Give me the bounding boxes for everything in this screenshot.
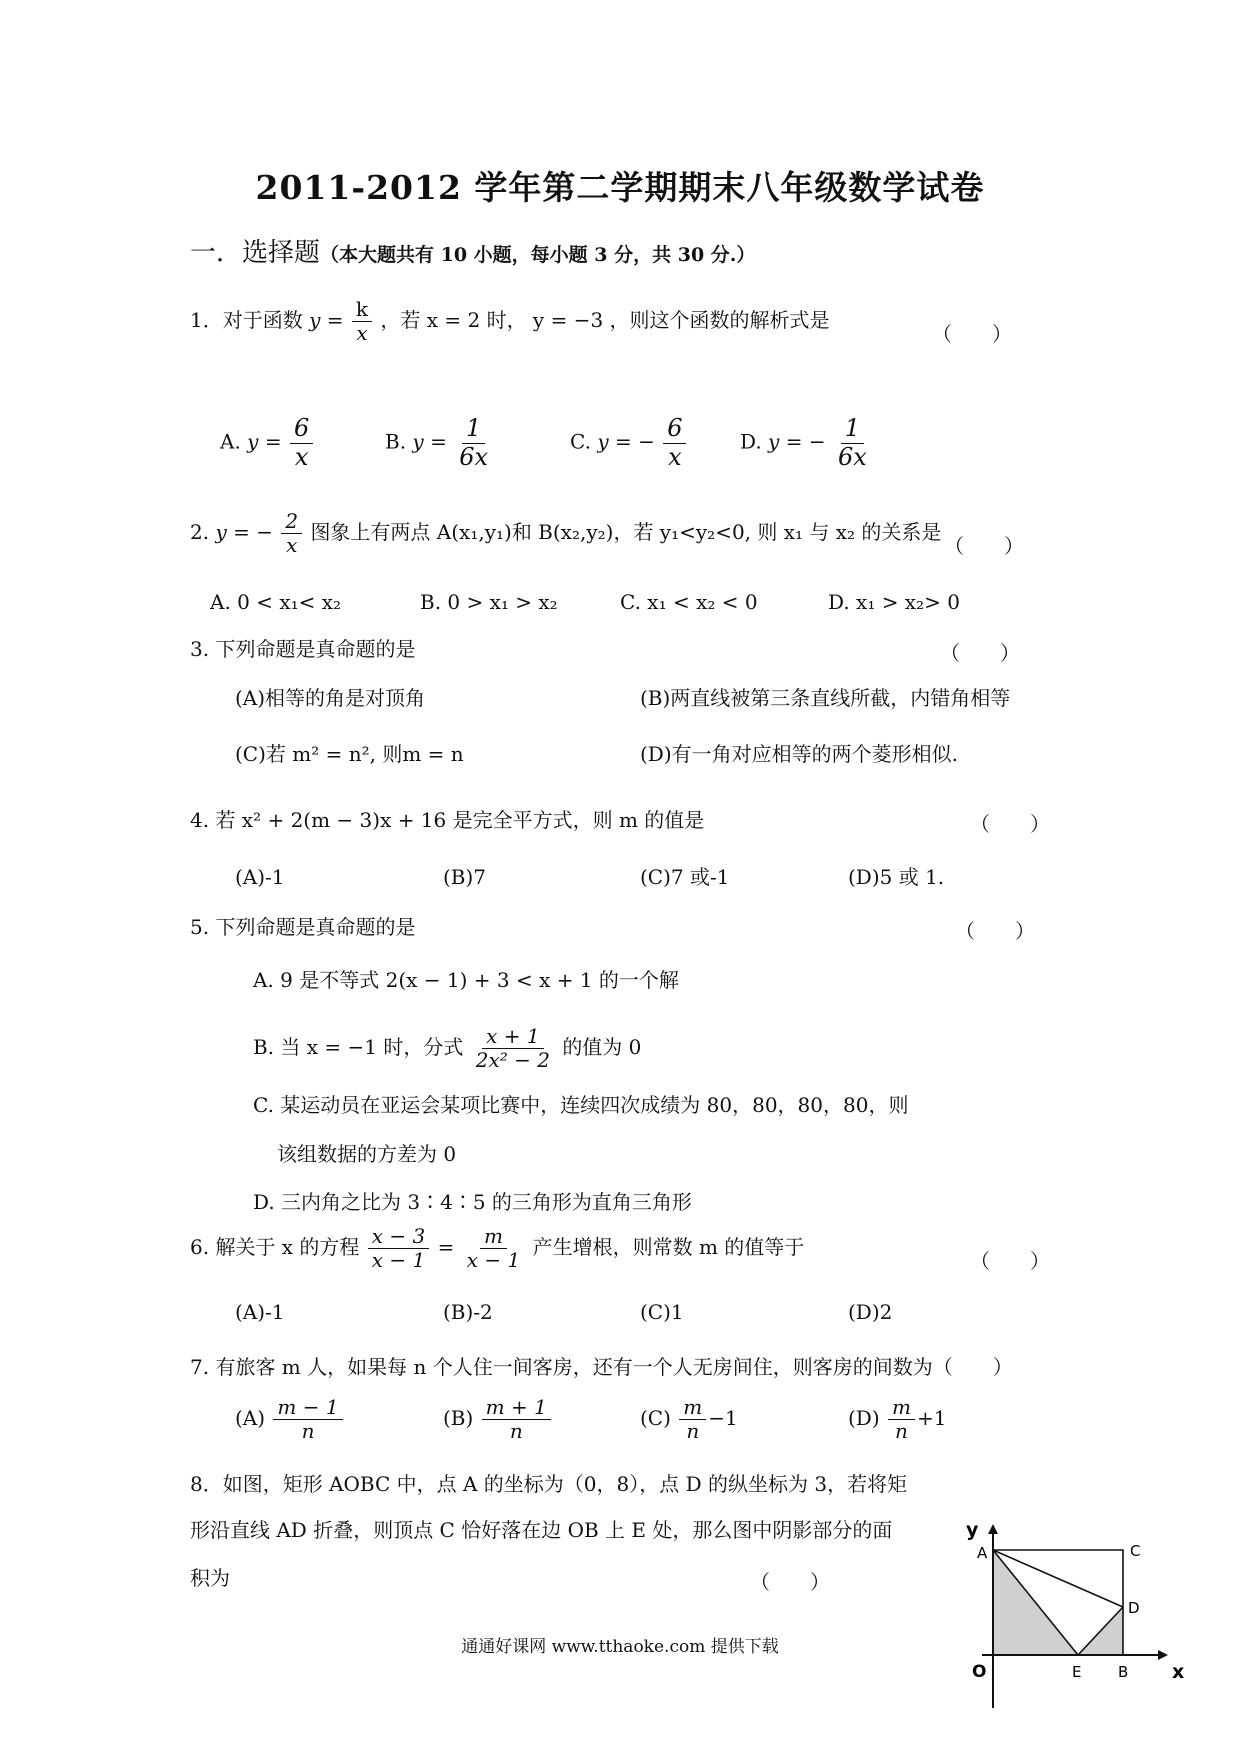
q4-option-d: (D)5 或 1.: [848, 865, 945, 889]
question-7: 7. 有旅客 m 人，如果每 n 个人住一间客房，还有一个人无房间住，则客房的间数为（ ）: [190, 1355, 1013, 1379]
q7-option-d: (D) $\frac{m}{n}$ +1: [848, 1395, 947, 1443]
question-8-line2: 形沿直线 AD 折叠，则顶点 C 恰好落在边 OB 上 E 处，那么图中阴影部分的面: [190, 1518, 893, 1542]
q3-answer-paren: （ ）: [940, 641, 1020, 665]
footer-credit: 通通好课网 www.tthaoke.com 提供下载: [461, 1637, 779, 1657]
q5-option-c-line2: 该组数据的方差为 0: [277, 1142, 457, 1166]
q1-option-c: C. y = − $\frac{6}{x}$: [570, 415, 688, 471]
y-axis-arrow: [988, 1524, 998, 1534]
label-b: B: [1118, 1663, 1129, 1681]
q6-option-c: (C)1: [640, 1300, 684, 1324]
q1-text: ，若 x = 2 时， y = −3 ，则这个函数的解析式是: [380, 308, 830, 332]
q1-option-d: D. y = − $\frac{1}{6x}$: [740, 414, 867, 471]
question-4: 4. 若 x² + 2(m − 3)x + 16 是完全平方式，则 m 的值是: [190, 808, 705, 832]
q3-option-b: (B)两直线被第三条直线所截，内错角相等: [640, 686, 1011, 710]
q2-option-d: D. x₁ > x₂> 0: [828, 590, 960, 614]
q4-answer-paren: （ ）: [970, 812, 1050, 836]
rectangle-fold-figure: [960, 1522, 1210, 1712]
question-8-line1: 8．如图，矩形 AOBC 中，点 A 的坐标为（0，8），点 D 的纵坐标为 3，若将矩: [190, 1472, 908, 1496]
page-title: 2011-2012 学年第二学期期末八年级数学试卷: [255, 168, 985, 207]
section-note: （本大题共有 10 小题，每小题 3 分，共 30 分.）: [320, 244, 756, 266]
q7-option-a: (A) $\frac{m - 1}{n}$: [235, 1396, 345, 1443]
q1-prefix: 1．对于函数: [190, 308, 303, 332]
q7-option-c: (C) $\frac{m}{n}$ −1: [640, 1395, 738, 1443]
question-6: 6. 解关于 x 的方程 $\frac{x - 3}{x - 1}$ = $\frac{m}{x - 1}$ 产生增根，则常数 m 的值等于: [190, 1224, 805, 1272]
q4-option-a: (A)-1: [235, 865, 285, 889]
section-heading: [190, 232, 755, 269]
q6-option-d: (D)2: [848, 1300, 893, 1324]
q3-option-c: (C)若 m² = n², 则m = n: [235, 742, 464, 766]
q5-answer-paren: （ ）: [955, 919, 1035, 943]
label-y: y: [966, 1522, 979, 1541]
q1-option-a: A. y = $\frac{6}{x}$: [220, 415, 315, 471]
question-5: 5. 下列命题是真命题的是: [190, 915, 416, 939]
q5-option-a: A. 9 是不等式 2(x − 1) + 3 < x + 1 的一个解: [253, 968, 679, 992]
label-e: E: [1072, 1663, 1082, 1681]
label-o: O: [972, 1662, 987, 1682]
question-8-line3: 积为: [190, 1566, 230, 1590]
q6-option-a: (A)-1: [235, 1300, 285, 1324]
label-x: x: [1172, 1661, 1185, 1683]
label-d: D: [1128, 1599, 1140, 1617]
q2-option-b: B. 0 > x₁ > x₂: [420, 590, 558, 614]
q5-option-d: D. 三内角之比为 3∶4∶5 的三角形为直角三角形: [253, 1190, 692, 1214]
q7-option-b: (B) $\frac{m + 1}{n}$: [443, 1396, 553, 1443]
q1-option-b: B. y = $\frac{1}{6x}$: [385, 414, 489, 471]
q6-option-b: (B)-2: [443, 1300, 493, 1324]
q4-option-b: (B)7: [443, 865, 487, 889]
q5-option-c-line1: C. 某运动员在亚运会某项比赛中，连续四次成绩为 80，80，80，80，则: [253, 1093, 909, 1117]
q8-answer-paren: （ ）: [750, 1570, 830, 1594]
label-a: A: [977, 1544, 988, 1562]
question-3: 3. 下列命题是真命题的是: [190, 637, 416, 661]
question-1: 1．对于函数 y = $\frac{k}{x}$ ，若 x = 2 时， y = −3 ，则这个函数的解析式是: [190, 297, 830, 345]
q1-fraction: $\frac{k}{x}$: [352, 298, 372, 345]
q5-option-b: B. 当 x = −1 时，分式 $\frac{x + 1}{\text{2x² − 2}}$ 的值为 0: [253, 1024, 642, 1072]
q2-option-c: C. x₁ < x₂ < 0: [620, 590, 758, 614]
q3-option-a: (A)相等的角是对顶角: [235, 686, 426, 710]
q2-text: 图象上有两点 A(x₁,y₁)和 B(x₂,y₂)，若 y₁<y₂<0, 则 x₁ 与 x₂ 的关系是: [310, 520, 942, 544]
q2-answer-paren: （ ）: [944, 534, 1024, 558]
q4-option-c: (C)7 或-1: [640, 865, 730, 889]
section-heading-label: 一．选择题: [190, 238, 321, 268]
q1-answer-paren: （ ）: [932, 322, 1012, 346]
label-c: C: [1130, 1542, 1141, 1560]
q3-option-d: (D)有一角对应相等的两个菱形相似.: [640, 742, 958, 766]
q2-option-a: A. 0 < x₁< x₂: [210, 590, 342, 614]
q6-answer-paren: （ ）: [970, 1249, 1050, 1273]
question-2: 2. y = − $\frac{2}{x}$ 图象上有两点 A(x₁,y₁)和 B(x₂,y₂)，若 y₁<y₂<0, 则 x₁ 与 x₂ 的关系是: [190, 509, 942, 557]
